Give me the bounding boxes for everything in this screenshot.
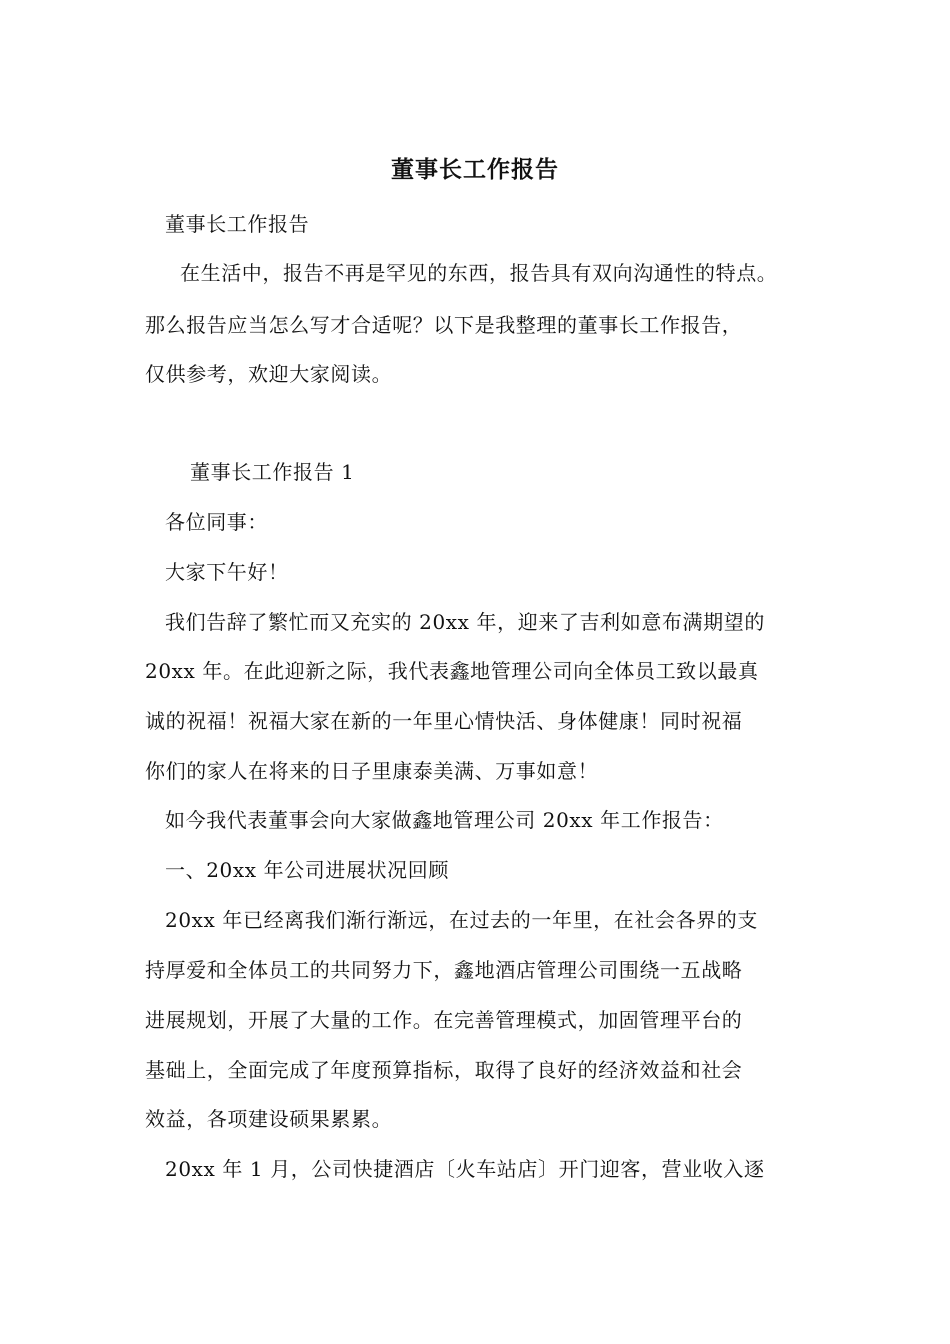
paragraph-line: 进展规划，开展了大量的工作。在完善管理模式，加固管理平台的 <box>145 1008 743 1032</box>
document-title: 董事长工作报告 <box>391 156 559 183</box>
paragraph-line: 效益，各项建设硕果累累。 <box>145 1107 393 1131</box>
section-heading: 一、20xx 年公司进展状况回顾 <box>165 858 449 882</box>
paragraph-line: 我们告辞了繁忙而又充实的 20xx 年，迎来了吉利如意布满期望的 <box>165 610 765 634</box>
paragraph-line: 持厚爱和全体员工的共同努力下，鑫地酒店管理公司围绕一五战略 <box>145 958 743 982</box>
paragraph-line: 仅供参考，欢迎大家阅读。 <box>145 362 393 386</box>
paragraph-line: 各位同事： <box>165 510 268 534</box>
paragraph-line: 你们的家人在将来的日子里康泰美满、万事如意！ <box>145 759 599 783</box>
paragraph-line: 那么报告应当怎么写才合适呢？以下是我整理的董事长工作报告， <box>145 313 743 337</box>
paragraph-line: 20xx 年 1 月，公司快捷酒店〔火车站店〕开门迎客，营业收入逐 <box>165 1157 765 1181</box>
paragraph-line: 20xx 年已经离我们渐行渐远，在过去的一年里，在社会各界的支 <box>165 908 758 932</box>
paragraph-line: 诚的祝福！祝福大家在新的一年里心情快活、身体健康！同时祝福 <box>145 709 743 733</box>
paragraph-line: 大家下午好！ <box>165 560 289 584</box>
subtitle-line: 董事长工作报告 <box>165 212 310 236</box>
paragraph-line: 在生活中，报告不再是罕见的东西，报告具有双向沟通性的特点。 <box>180 261 778 285</box>
paragraph-line: 20xx 年。在此迎新之际，我代表鑫地管理公司向全体员工致以最真 <box>145 659 759 683</box>
paragraph-line: 如今我代表董事会向大家做鑫地管理公司 20xx 年工作报告： <box>165 808 724 832</box>
paragraph-line: 基础上，全面完成了年度预算指标，取得了良好的经济效益和社会 <box>145 1058 743 1082</box>
section-heading: 董事长工作报告 1 <box>190 460 355 484</box>
